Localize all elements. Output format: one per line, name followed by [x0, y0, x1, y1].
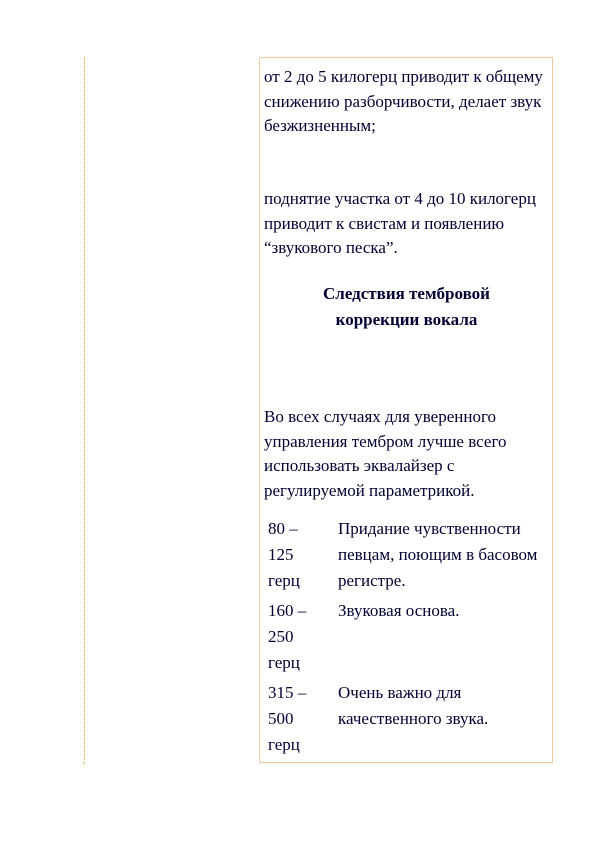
frequency-range-cell	[268, 598, 332, 676]
frequency-from: 160 –	[268, 601, 307, 620]
frequency-to: 250	[268, 627, 294, 646]
heading-line-1: Следствия тембровой	[323, 284, 490, 303]
frequency-unit: герц	[268, 735, 300, 754]
frequency-from: 80 –	[268, 519, 298, 538]
intro-paragraph: Во всех случаях для уверенного управления тембром лучше всего использовать эквалайзер с регулируемой параметрикой.	[264, 407, 507, 500]
frequency-to: 125	[268, 545, 294, 564]
frequency-range-cell	[268, 516, 332, 594]
frequency-description: Очень важно для качественного звука.	[338, 683, 489, 728]
left-margin-rule	[84, 57, 85, 764]
frequency-from: 315 –	[268, 683, 307, 702]
frequency-description: Придание чувственности певцам, поющим в басовом регистре.	[338, 519, 538, 590]
paragraph-4-10-khz: поднятие участка от 4 до 10 килогерц приводит к свистам и появлению “звукового песка”.	[264, 189, 536, 257]
frequency-to: 500	[268, 709, 294, 728]
frequency-description: Звуковая основа.	[338, 601, 460, 620]
section-heading	[262, 281, 551, 333]
frequency-unit: герц	[268, 571, 300, 590]
frequency-unit: герц	[268, 653, 300, 672]
frequency-range-cell	[268, 680, 332, 758]
heading-line-2: коррекции вокала	[335, 310, 478, 329]
paragraph-2-5-khz: от 2 до 5 килогерц приводит к общему снижению разборчивости, делает звук безжизненным;	[264, 67, 543, 135]
